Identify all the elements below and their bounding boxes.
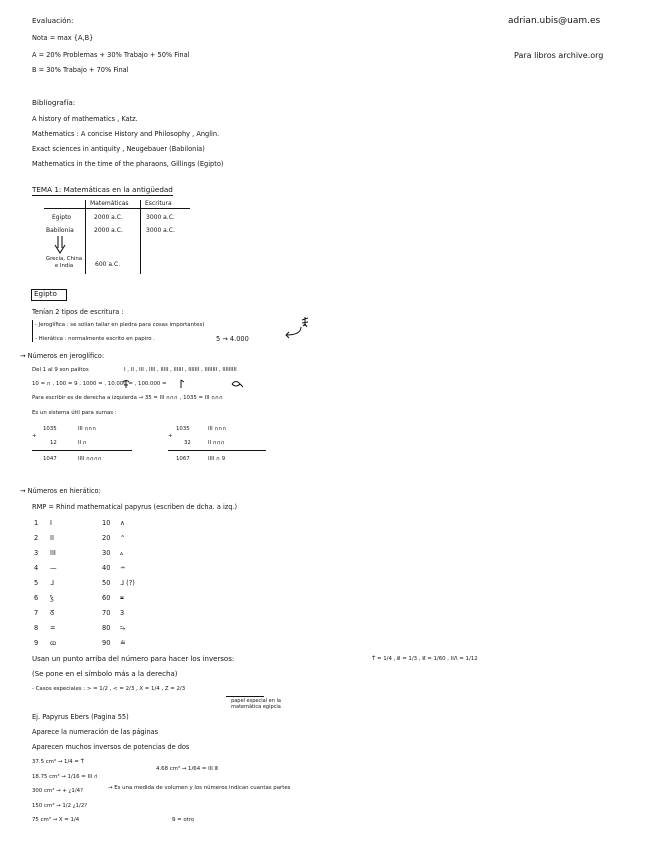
sum-result-symbols: IIII ∩ 9	[208, 456, 226, 462]
email-address: adrian.ubis@uam.es	[508, 16, 601, 26]
table-cell: 3000 a.C.	[146, 214, 175, 221]
numeral-glyph: ⩸	[120, 594, 125, 602]
plus-sign: +	[168, 433, 173, 439]
papyrus-equation: 150 cm³ → 1/2 ¿1/2?	[32, 803, 88, 809]
numeral-n: 40	[102, 564, 111, 572]
papyrus-line: Aparece la numeración de las páginas	[32, 728, 159, 736]
powers-line: 10 = ∩ , 100 = 9 , 1000 = , 10.000 = , 100.000 =	[32, 381, 167, 387]
libros-note: Para libros archive.org	[514, 51, 604, 60]
numeral-glyph: ꭃ	[50, 639, 57, 647]
papyrus-equation: 300 cm³ → + ¿1/4?	[32, 788, 83, 794]
numeral-n: 60	[102, 594, 111, 602]
sum-operand-symbols: III ∩∩∩	[78, 426, 97, 432]
table-cell: 600 a.C.	[95, 261, 121, 268]
numeral-n: 4	[34, 564, 39, 572]
evaluacion-title: Evaluación:	[32, 16, 74, 25]
table-cell: 2000 a.C.	[94, 227, 123, 234]
numeral-glyph: I	[50, 519, 52, 527]
numeral-glyph: ᒧ	[50, 579, 55, 587]
table-cell: 2000 a.C.	[94, 214, 123, 221]
numeral-glyph: 3	[120, 609, 125, 617]
sum-result-symbols: IIII ∩∩∩∩	[78, 456, 102, 462]
criterio-b: B = 30% Trabajo + 70% Final	[32, 66, 129, 74]
numeral-glyph: ∸	[120, 564, 126, 572]
se-pone-line: (Se pone en el símbolo más a la derecha)	[32, 670, 178, 678]
sum-operand: 32	[184, 440, 191, 446]
numeral-glyph: III	[50, 549, 56, 557]
casos-especiales: - Casos especiales : > = 1/2 , < = 2/3 , X = 1/4 , Z = 2/3	[32, 686, 186, 692]
criterio-a: A = 20% Problemas + 30% Trabajo + 50% Final	[32, 51, 190, 59]
numeral-glyph: ⲁ	[120, 549, 124, 557]
bib-item: Mathematics in the time of the pharaons, Gillings (Egipto)	[32, 160, 224, 168]
nota-line: Nota = max {A,B}	[32, 34, 94, 42]
table-cell-region: Grecia, China e India	[45, 256, 83, 269]
numeral-n: 30	[102, 549, 111, 557]
papyrus-equation: 75 cm³ → X = 1/4	[32, 817, 80, 823]
tadpole-icon	[230, 379, 244, 389]
numeral-n: 50	[102, 579, 111, 587]
papel-especial-note: papel especial en la matemática egipcia	[231, 698, 281, 710]
sum-operand-symbols: II ∩	[78, 440, 87, 446]
papyrus-title: Ej. Papyrus Ebers (Pagina 55)	[32, 713, 129, 721]
numeral-glyph: =	[50, 624, 56, 632]
bib-item: Exact sciences in antiquity , Neugebauer (Babilonia)	[32, 145, 205, 153]
papyrus-note: → Es una medida de volumen y los números indican cuantas partes	[108, 785, 291, 791]
numeral-n: 80	[102, 624, 111, 632]
sum-operand-symbols: III ∩∩∩	[208, 426, 227, 432]
rmp-line: RMP = Rhind mathematical papyrus (escriben de dcha. a izq.)	[32, 503, 238, 511]
numeral-n: 10	[102, 519, 111, 527]
numeral-n: 70	[102, 609, 111, 617]
numeral-glyph: ≝	[120, 639, 126, 647]
sum-operand: 12	[50, 440, 57, 446]
numeral-n: 90	[102, 639, 111, 647]
sum-result: 1067	[176, 456, 190, 462]
table-header: Escritura	[145, 200, 172, 207]
sum-operand: 1035	[43, 426, 57, 432]
numeral-n: 2	[34, 534, 39, 542]
numeral-n: 8	[34, 624, 39, 632]
numeral-glyph: ∧	[120, 519, 125, 527]
palitos-marks: I , II , III , IIII , IIIII , IIIIII , IIIIIII , IIIIIIII , IIIIIIIII	[124, 367, 237, 373]
plus-sign: +	[32, 433, 37, 439]
papyrus-equation: 18.75 cm³ → 1/16 = III ∩̇	[32, 774, 98, 780]
table-cell: 3000 a.C.	[146, 227, 175, 234]
tema-title: TEMA 1: Matemáticas en la antigüedad	[32, 185, 173, 194]
bracket-line	[32, 320, 33, 342]
tipos-escritura: Tenían 2 tipos de escritura :	[32, 308, 124, 316]
numeral-glyph: Ꝣ	[50, 594, 54, 602]
numeros-jeroglifico-title: → Números en jeroglífico:	[20, 352, 105, 360]
table-cell-region: Babilonia	[46, 227, 74, 234]
sum-result: 1047	[43, 456, 57, 462]
numeral-glyph: ⥲	[120, 624, 126, 632]
bib-item: Mathematics : A concise History and Philosophy , Anglin.	[32, 130, 220, 138]
egipto-label: Egipto	[34, 289, 57, 298]
numeral-n: 1	[34, 519, 39, 527]
lotus-icon	[121, 379, 131, 389]
inversos-line: Usan un punto arriba del número para hacer los inversos:	[32, 655, 235, 663]
sum-operand-symbols: II ∩∩∩	[208, 440, 225, 446]
numeral-glyph: ᘔ	[50, 609, 55, 617]
numeral-glyph: ⌃	[120, 534, 126, 542]
escribir-line: Para escribir es de derecha a izquierda → 35 = III ∩∩∩ , 1035 = III ∩∩∩	[32, 395, 224, 401]
palitos-line-label: Del 1 al 9 son palitos	[32, 367, 89, 373]
down-arrow-icon	[54, 236, 68, 254]
numeral-n: 20	[102, 534, 111, 542]
jeroglifica-line: - Jeroglífica : se solían tallar en piedra para cosas importantes)	[35, 322, 205, 328]
finger-icon	[178, 379, 186, 389]
numeral-n: 6	[34, 594, 39, 602]
hieratica-example: 5 → 4.000	[216, 335, 249, 343]
table-cell-region: Egipto	[52, 214, 72, 221]
curved-arrow-icon	[283, 326, 303, 338]
otro-note: Ꞩ = otro	[172, 817, 195, 823]
numeral-n: 3	[34, 549, 39, 557]
bib-item: A history of mathematics , Katz.	[32, 115, 138, 123]
sum-operand: 1035	[176, 426, 190, 432]
numeral-n: 5	[34, 579, 39, 587]
numeral-glyph: II	[50, 534, 54, 542]
numeral-glyph: ᒧ (?)	[120, 579, 135, 587]
papyrus-line: Aparecen muchos inversos de potencias de dos	[32, 743, 190, 751]
inversos-examples: Ṫ = 1/4 , ⅲ̇ = 1/3 , ⩸̇ = 1/60 , IIΛ̇ = 1/12	[372, 656, 478, 662]
numeral-n: 9	[34, 639, 39, 647]
sumas-line: Es un sistema útil para sumas :	[32, 410, 117, 416]
table-header: Matemáticas	[90, 200, 129, 207]
numeral-glyph: —	[50, 564, 57, 572]
papyrus-equation: 4.68 cm³ → 1/64 = III ⩸̇	[156, 766, 218, 772]
hieratico-title: → Números en hierático:	[20, 487, 101, 495]
papyrus-equation: 37.5 cm³ → 1/4 = Ṫ	[32, 759, 84, 765]
numeral-n: 7	[34, 609, 39, 617]
bibliografia-title: Bibliografía:	[32, 98, 76, 107]
hieratica-line: - Hierática : normalmente escrito en papiro .	[35, 336, 156, 342]
